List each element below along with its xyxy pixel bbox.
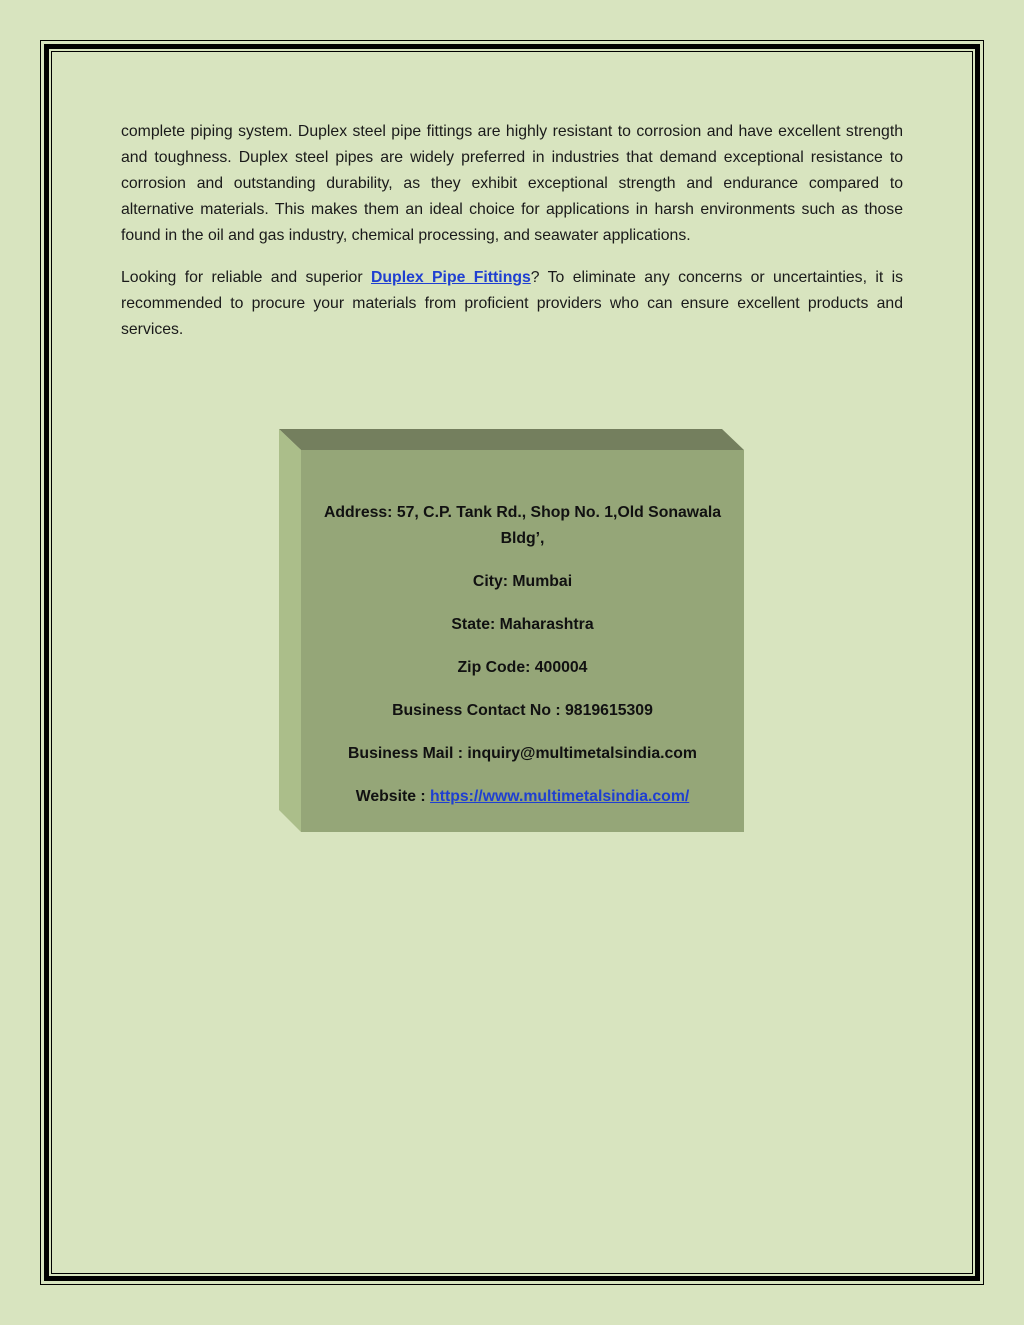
phone-line: Business Contact No : 9819615309 [392, 702, 653, 719]
paragraph-cta [121, 265, 903, 343]
contact-box [279, 429, 744, 832]
address-line: Address: 57, C.P. Tank Rd., Shop No. 1,Old Sonawala Bldg’, [323, 504, 722, 547]
bevel-top-face [279, 429, 744, 450]
paragraph-cta-start: Looking for reliable and superior [121, 269, 371, 286]
website-line [318, 784, 728, 810]
city-line: City: Mumbai [472, 573, 573, 590]
mail-line: Business Mail : inquiry@multimetalsindia.com [348, 745, 697, 762]
duplex-pipe-fittings-link[interactable]: Duplex Pipe Fittings [370, 269, 531, 286]
website-link[interactable]: https://www.multimetalsindia.com/ [430, 788, 690, 805]
paragraph-cta-end: ? To eliminate any concerns or uncertainties, it is recommended to procure your materials from proficient providers who can ensure excellent products and services. [121, 269, 904, 338]
website-label: Website : [355, 788, 431, 805]
paragraph-intro: complete piping system. Duplex steel pipe fittings are highly resistant to corrosion and have excellent strength and toughness. Duplex steel pipes are widely preferred in industries that demand exceptional resistance to corrosion and outstanding durability, as they exhibit exceptional strength and endurance compared to alternative materials. This makes them an ideal choice for applications in harsh environments such as those found in the oil and gas industry, chemical processing, and seawater applications. [121, 123, 903, 244]
bevel-left-face [279, 429, 301, 832]
article-body [121, 119, 903, 359]
state-line: State: Maharashtra [451, 616, 594, 633]
zip-line: Zip Code: 400004 [457, 659, 588, 676]
contact-details [301, 450, 744, 832]
